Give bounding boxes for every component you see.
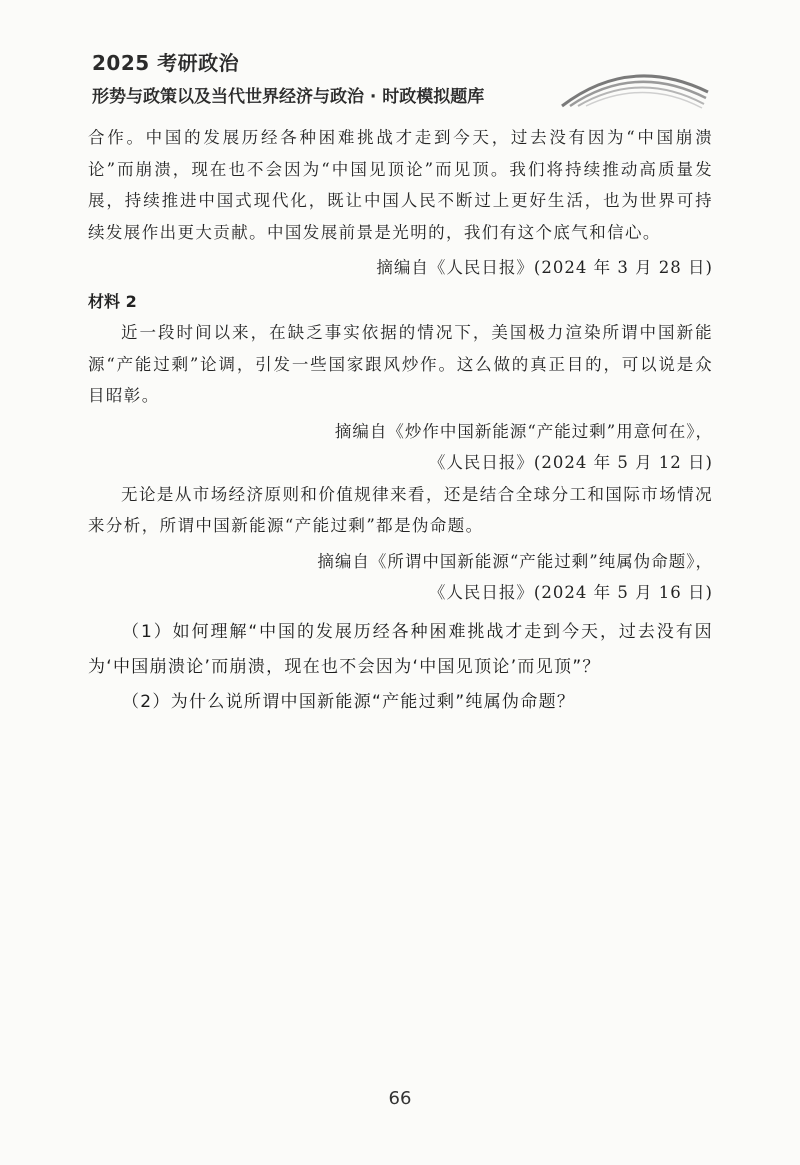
page-header — [0, 0, 800, 112]
question-2: （2）为什么说所谓中国新能源“产能过剩”纯属伪命题？ — [122, 691, 576, 712]
book-subtitle: 形势与政策以及当代世界经济与政治 · 时政模拟题库 — [92, 87, 485, 107]
material-2-source-2-line-1: 摘编自《所谓中国新能源“产能过剩”纯属伪命题》， — [317, 551, 713, 571]
question-1: （1）如何理解“中国的发展历经各种困难挑战才走到今天，过去没有因为‘中国崩溃论’而崩溃，现在也不会因为‘中国见顶论’而见顶”？ — [88, 621, 713, 677]
questions — [88, 615, 713, 720]
material-2-source-2-line-2: 《人民日报》(2024 年 5 月 16 日) — [428, 583, 713, 602]
material-2-paragraph-2: 无论是从市场经济原则和价值规律来看，还是结合全球分工和国际市场情况来分析，所谓中国新能源“产能过剩”都是伪命题。 — [88, 484, 713, 535]
page-number: 66 — [388, 1088, 412, 1109]
book-title: 2025 考研政治 — [92, 51, 240, 75]
intro-paragraph: 合作。中国的发展历经各种困难挑战才走到今天，过去没有因为“中国崩溃论”而崩溃，现在也不会因为“中国见顶论”而见顶。我们将持续推动高质量发展，持续推进中国式现代化，既让中国人民不断过上更好生活，也为世界可持续发展作出更大贡献。中国发展前景是光明的，我们有这个底气和信心。 — [88, 128, 713, 242]
page-content — [88, 122, 713, 720]
material-2-source-1-line-2: 《人民日报》(2024 年 5 月 12 日) — [428, 453, 713, 472]
material-2-paragraph-1: 近一段时间以来，在缺乏事实依据的情况下，美国极力渲染所谓中国新能源“产能过剩”论调，引发一些国家跟风炒作。这么做的真正目的，可以说是众目昭彰。 — [88, 323, 713, 405]
intro-source: 摘编自《人民日报》(2024 年 3 月 28 日) — [376, 258, 713, 277]
material-2-label: 材料 2 — [88, 291, 137, 311]
header-swoosh-decoration — [560, 60, 710, 110]
material-2-source-1-line-1: 摘编自《炒作中国新能源“产能过剩”用意何在》， — [334, 421, 713, 441]
